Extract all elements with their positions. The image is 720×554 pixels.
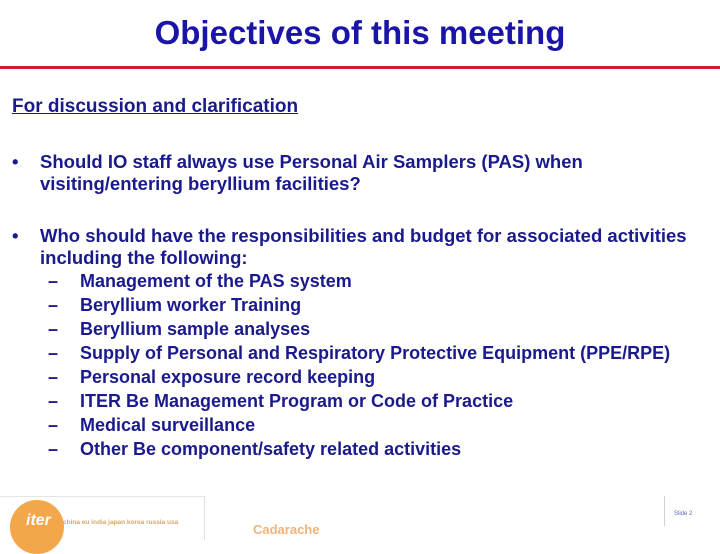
sub-item-text: ITER Be Management Program or Code of Practice (80, 391, 514, 411)
sub-item-marker: – (48, 391, 59, 411)
bullet-text: Who should have the responsibilities and budget for associated activities including the following: (40, 225, 687, 268)
sub-item-marker: – (48, 439, 59, 459)
sub-item-list (48, 269, 688, 461)
bullet-item (12, 151, 702, 195)
sub-item (48, 365, 688, 389)
bullet-marker: • (12, 225, 19, 246)
sub-item-text: Other Be component/safety related activities (80, 439, 462, 459)
sub-item-marker: – (48, 319, 59, 339)
sub-item (48, 293, 688, 317)
footer-separator (664, 496, 665, 526)
sub-item-text: Medical surveillance (80, 415, 256, 435)
bullet-text: Should IO staff always use Personal Air Samplers (PAS) when visiting/entering beryllium facilities? (40, 151, 583, 194)
sub-item (48, 413, 688, 437)
bullet-marker: • (12, 151, 19, 172)
sub-item-marker: – (48, 343, 59, 363)
footer-divider (0, 496, 205, 497)
sub-item (48, 437, 688, 461)
sub-item-text: Management of the PAS system (80, 271, 352, 291)
sub-item-text: Beryllium worker Training (80, 295, 302, 315)
sub-item (48, 269, 688, 293)
sub-item-text: Beryllium sample analyses (80, 319, 311, 339)
sub-item-text: Personal exposure record keeping (80, 367, 376, 387)
logo-text: iter (26, 512, 51, 529)
sub-item-marker: – (48, 295, 59, 315)
footer-location: Cadarache (253, 522, 320, 537)
sub-item-text: Supply of Personal and Respiratory Protective Equipment (PPE/RPE) (80, 343, 671, 363)
title-divider (0, 66, 720, 69)
footer-separator (204, 496, 205, 540)
sub-item-marker: – (48, 271, 59, 291)
sub-item (48, 317, 688, 341)
sub-item-marker: – (48, 415, 59, 435)
slide-number: Slide 2 (674, 511, 693, 517)
sub-item (48, 389, 688, 413)
sub-item (48, 341, 688, 365)
footer-members: china eu india japan korea russia usa (63, 519, 179, 526)
slide-title: Objectives of this meeting (154, 14, 566, 51)
sub-item-marker: – (48, 367, 59, 387)
slide-subtitle: For discussion and clarification (12, 96, 299, 117)
bullet-item (12, 225, 702, 269)
